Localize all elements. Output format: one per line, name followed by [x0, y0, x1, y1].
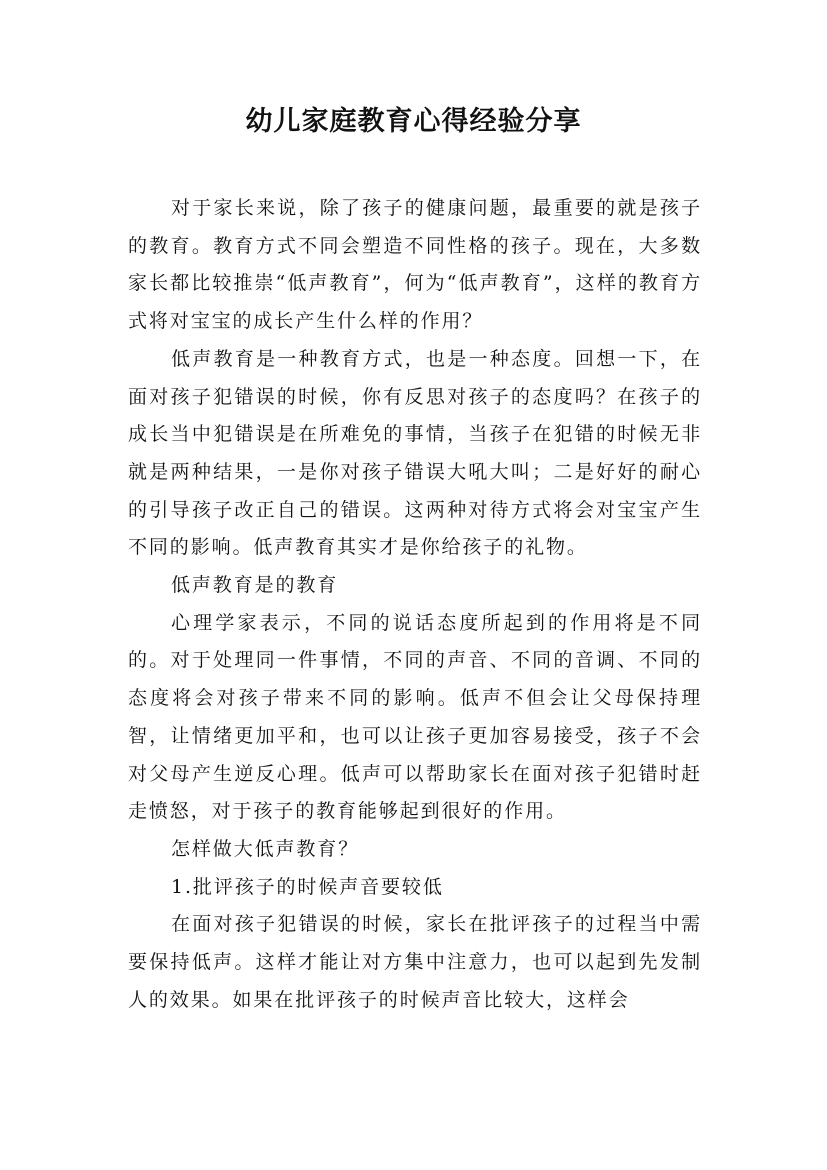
list-item-1-heading: 1.批评孩子的时候声音要较低 [171, 875, 444, 898]
document-title: 幼儿家庭教育心得经验分享 [245, 106, 582, 137]
section-heading-how-to: 怎样做大低声教育？ [171, 837, 360, 860]
document-body [128, 190, 702, 1019]
paragraph-psychologist: 心理学家表示，不同的说话态度所起到的作用将是不同的。对于处理同一件事情，不同的声音、不同的音调、不同的态度将会对孩子带来不同的影响。低声不但会让父母保持理智，让情绪更加平和，也可以让孩子更加容易接受，孩子不会对父母产生逆反心理。低声可以帮助家长在面对孩子犯错时赶走愤怒，对于孩子的教育能够起到很好的作用。 [128, 611, 702, 823]
section-heading-low-voice: 低声教育是的教育 [171, 574, 339, 597]
paragraph-low-voice-attitude: 低声教育是一种教育方式，也是一种态度。回想一下，在面对孩子犯错误的时候，你有反思对孩子的态度吗？在孩子的成长当中犯错误是在所难免的事情，当孩子在犯错的时候无非就是两种结果，一是你对孩子错误大吼大叫；二是好好的耐心的引导孩子改正自己的错误。这两种对待方式将会对宝宝产生不同的影响。低声教育其实才是你给孩子的礼物。 [128, 347, 702, 559]
paragraph-intro: 对于家长来说，除了孩子的健康问题，最重要的就是孩子的教育。教育方式不同会塑造不同性格的孩子。现在，大多数家长都比较推崇“低声教育”，何为“低声教育”，这样的教育方式将对宝宝的成长产生什么样的作用？ [128, 197, 702, 333]
paragraph-criticism: 在面对孩子犯错误的时候，家长在批评孩子的过程当中需要保持低声。这样才能让对方集中注意力，也可以起到先发制人的效果。如果在批评孩子的时候声音比较大，这样会 [128, 913, 702, 1011]
